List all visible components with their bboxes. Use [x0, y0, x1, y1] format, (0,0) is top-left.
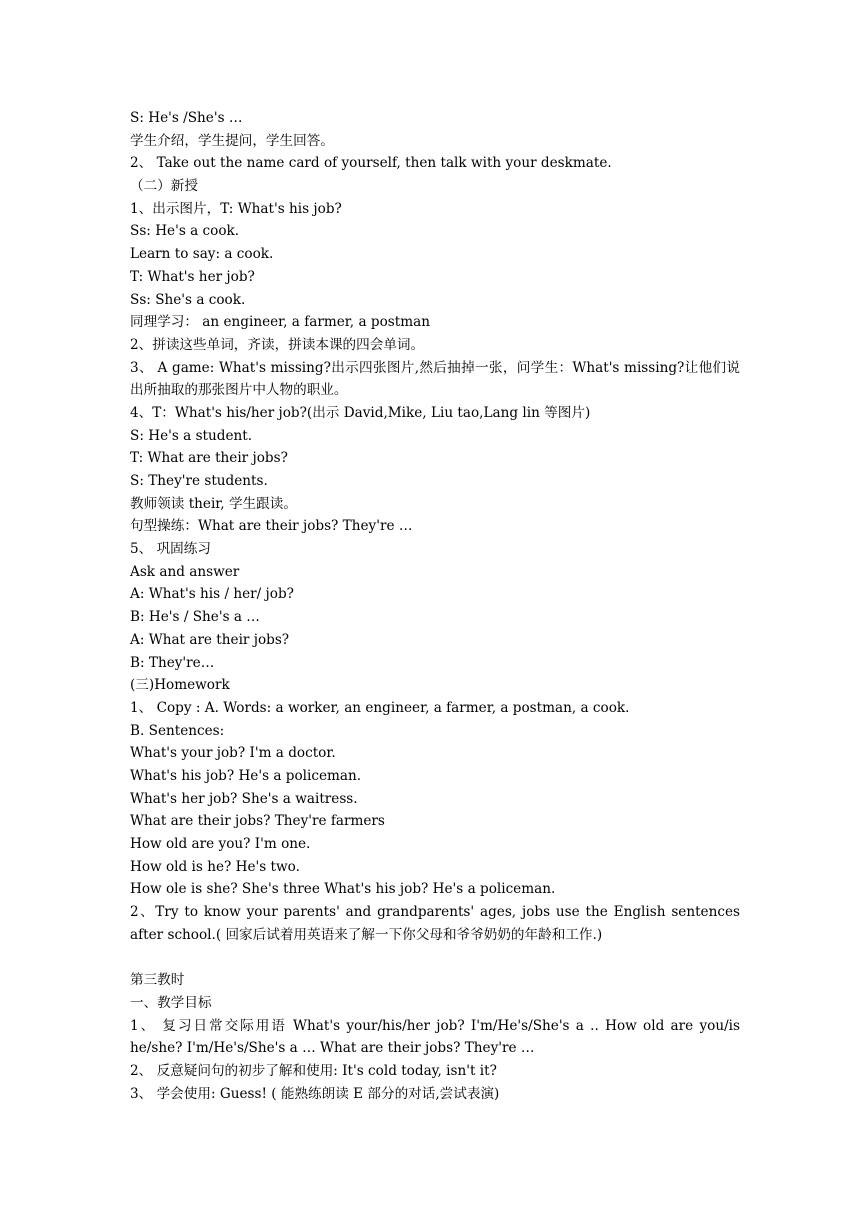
section-heading: 一、教学目标 [130, 994, 212, 1011]
text-line: S: He's /She's … [130, 110, 243, 126]
text-line: How ole is she? She's three What's his job? He's a policeman. [130, 881, 556, 898]
text-line: What's her job? She's a waitress. [130, 790, 358, 807]
text-line: 学生介绍，学生提问，学生回答。 [130, 132, 334, 149]
text-line: Ask and answer [130, 563, 240, 580]
text-paragraph: 3、 A game: What's missing?出示四张图片,然后抽掉一张，问学生：What's missing?让他们说出所抽取的那张图片中人物的职业。 [130, 359, 740, 399]
text-line: Learn to say: a cook. [130, 246, 274, 263]
text-line: A: What's his / her/ job? [130, 586, 294, 603]
text-line: Ss: He's a cook. [130, 223, 240, 240]
text-paragraph: 1、 复习日常交际用语 What's your/his/her job? I'm/He's/She's a .. How old are you/is he/she? I'm/He's/She's a … What are their jobs? They're … [130, 1017, 740, 1057]
text-line: 2、 反意疑问句的初步了解和使用: It's cold today, isn't it? [130, 1062, 497, 1079]
text-line: 2、拼读这些单词，齐读，拼读本课的四会单词。 [130, 336, 425, 353]
text-line: 句型操练：What are their jobs? They're … [130, 518, 413, 535]
text-line: S: They're students. [130, 473, 268, 490]
text-line: Ss: She's a cook. [130, 291, 246, 308]
text-line: A: What are their jobs? [130, 631, 290, 648]
text-line: 1、出示图片，T: What's his job? [130, 200, 342, 217]
section-heading: 第三教时 [130, 972, 185, 989]
text-line: 教师领读 their, 学生跟读。 [130, 495, 297, 512]
text-line: What's his job? He's a policeman. [130, 767, 362, 784]
text-line: T: What are their jobs? [130, 450, 288, 467]
text-line: What's your job? I'm a doctor. [130, 745, 336, 762]
text-line: 1、 Copy : A. Words: a worker, an engineer, a farmer, a postman, a cook. [130, 699, 630, 716]
text-line: B. Sentences: [130, 722, 225, 739]
text-line: 3、 学会使用: Guess! ( 能熟练朗读 E 部分的对话,尝试表演) [130, 1085, 500, 1102]
document-page [130, 107, 740, 1105]
text-line: What are their jobs? They're farmers [130, 813, 385, 830]
text-line: T: What's her job? [130, 268, 255, 285]
text-line: B: He's / She's a … [130, 609, 260, 626]
text-line: How old is he? He's two. [130, 858, 300, 875]
text-line: B: They're… [130, 654, 215, 671]
text-paragraph: 2、Try to know your parents' and grandparents' ages, jobs use the English sentences after school.( 回家后试着用英语来了解一下你父母和爷爷奶奶的年龄和工作.) [130, 904, 740, 943]
blank-line [130, 947, 740, 970]
text-line: 5、 巩固练习 [130, 541, 211, 558]
section-heading: （二）新授 [130, 178, 198, 195]
text-line: 2、 Take out the name card of yourself, then talk with your deskmate. [130, 155, 612, 172]
text-line: 4、T：What's his/her job?(出示 David,Mike, Liu tao,Lang lin 等图片) [130, 404, 591, 421]
text-line: S: He's a student. [130, 427, 253, 444]
section-heading: (三)Homework [130, 677, 230, 694]
text-line: 同理学习： an engineer, a farmer, a postman [130, 314, 430, 331]
text-line: How old are you? I'm one. [130, 836, 311, 853]
